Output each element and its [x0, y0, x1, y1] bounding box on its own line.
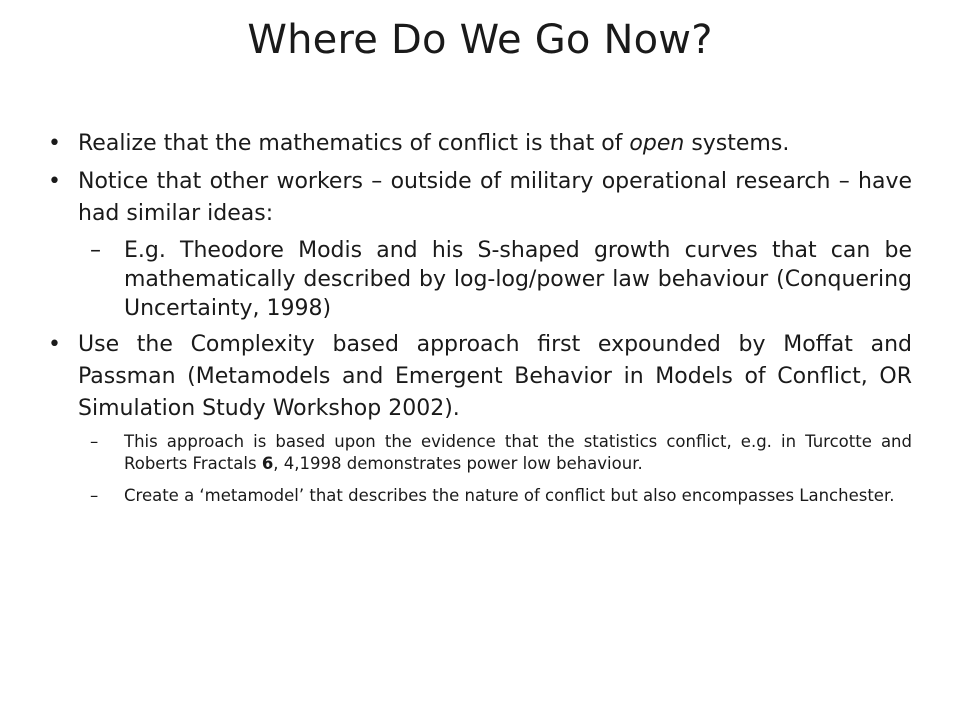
sub-bullet-text: E.g. Theodore Modis and his S-shaped growth curves that can be mathematically described by log-log/power law behaviour (Conquering Uncertainty, 1998) — [124, 238, 912, 321]
bullet-dot-icon: • — [48, 131, 61, 156]
sub-bullet-metamodel — [48, 485, 912, 507]
sub-bullet-modis — [48, 236, 912, 323]
bullet-text: Use the Complexity based approach first expounded by Moffat and Passman (Metamodels and Emergent Behavior in Models of Conflict, OR Simulation Study Workshop 2002). — [78, 332, 912, 421]
emphasis-open: open — [629, 131, 685, 156]
bullet-complexity-approach — [48, 329, 912, 425]
bullet-text: Realize that the mathematics of conflict is that of open systems. — [78, 131, 790, 156]
dash-icon: – — [90, 238, 101, 263]
slide-content — [48, 128, 912, 517]
sub-bullet-text: This approach is based upon the evidence that the statistics conflict, e.g. in Turcotte and Roberts Fractals 6, 4,1998 demonstrates power low behaviour. — [124, 432, 912, 473]
bullet-text: Notice that other workers – outside of military operational research – have had similar ideas: — [78, 169, 912, 226]
bullet-other-workers — [48, 166, 912, 230]
slide-title: Where Do We Go Now? — [247, 17, 713, 63]
volume-number: 6 — [261, 454, 274, 473]
dash-icon: – — [90, 486, 99, 505]
sub-bullet-text: Create a ‘metamodel’ that describes the nature of conflict but also encompasses Lanchester. — [124, 486, 895, 505]
bullet-dot-icon: • — [48, 332, 61, 357]
bullet-dot-icon: • — [48, 169, 61, 194]
dash-icon: – — [90, 432, 99, 451]
bullet-open-systems — [48, 128, 912, 160]
sub-bullet-evidence — [48, 431, 912, 475]
